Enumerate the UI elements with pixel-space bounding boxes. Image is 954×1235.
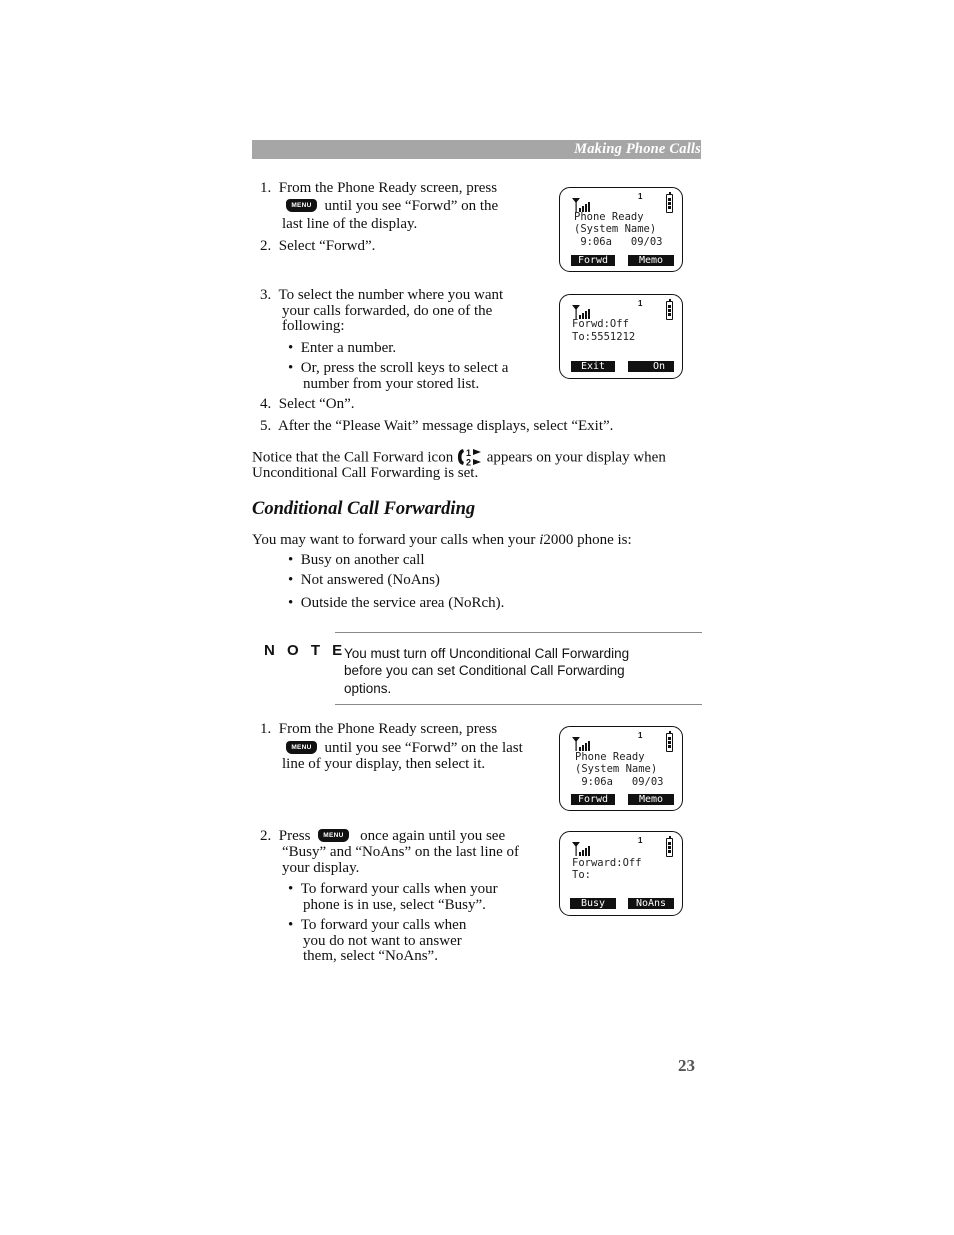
step-4 xyxy=(260,396,355,412)
phone-screen-conditional-forward xyxy=(559,831,683,916)
bullet-item: • Not answered (NoAns) xyxy=(288,572,440,588)
lcd-line-1: Phone Ready xyxy=(575,751,645,763)
menu-key-icon: MENU xyxy=(318,829,349,842)
note-line-2: before you can set Conditional Call Forwarding xyxy=(344,663,625,678)
bullet-text: Enter a number. xyxy=(300,340,397,356)
note-rule-bottom xyxy=(335,704,702,705)
running-header-title: Making Phone Calls xyxy=(574,141,701,157)
page-number: 23 xyxy=(678,1056,695,1075)
lcd-line-1: Forward:Off xyxy=(572,857,642,869)
notice-text: Notice that the Call Forward icon xyxy=(252,449,454,466)
step-text: Select “Forwd”. xyxy=(278,238,376,254)
step-text: once again until you see xyxy=(360,828,506,844)
step-b-1-line-2 xyxy=(286,740,523,756)
lcd-line-2: (System Name) xyxy=(574,223,657,235)
step-3-line-3: following: xyxy=(282,318,345,334)
line-indicator: 1 xyxy=(638,731,643,740)
step-text: To select the number where you want xyxy=(278,287,504,303)
bullet-text: Not answered (NoAns) xyxy=(300,572,440,588)
bullet-text-line-2: you do not want to answer xyxy=(303,933,462,949)
bullet-item: • Enter a number. xyxy=(288,340,397,356)
lcd-line-2: To: xyxy=(572,869,591,881)
signal-strength-icon xyxy=(572,305,594,319)
step-1-line-3: last line of the display. xyxy=(282,216,418,232)
intro-text: 2000 phone is: xyxy=(543,532,632,548)
softkey-right-label: On xyxy=(652,361,665,372)
step-b-2-line-2: “Busy” and “NoAns” on the last line of xyxy=(282,844,520,860)
softkey-right[interactable]: NoAns xyxy=(628,898,674,909)
softkey-right[interactable]: Memo xyxy=(628,794,674,805)
battery-icon xyxy=(666,733,673,752)
notice-line-2: Unconditional Call Forwarding is set. xyxy=(252,465,479,481)
bullet-text-line-3: them, select “NoAns”. xyxy=(303,948,438,964)
battery-icon xyxy=(666,194,673,213)
step-text: until you see “Forwd” on the xyxy=(324,198,499,214)
bullet-item: • Or, press the scroll keys to select a xyxy=(288,360,509,376)
svg-text:1: 1 xyxy=(465,448,471,458)
softkey-left[interactable]: Exit xyxy=(571,361,615,372)
step-text: Select “On”. xyxy=(278,396,355,412)
step-3 xyxy=(260,287,503,303)
step-b-1 xyxy=(260,721,497,737)
lcd-line-1: Phone Ready xyxy=(574,211,644,223)
lcd-line-2: (System Name) xyxy=(575,763,658,775)
lcd-line-1: Forwd:Off xyxy=(572,318,629,330)
bullet-item: • To forward your calls when xyxy=(288,917,467,933)
running-header xyxy=(252,140,701,159)
step-number: 5. xyxy=(260,418,272,434)
bullet-text: To forward your calls when xyxy=(300,917,467,933)
note-line-3: options. xyxy=(344,681,392,696)
step-b-2-line-3: your display. xyxy=(282,860,360,876)
step-b-2 xyxy=(260,828,505,844)
note-line-1: You must turn off Unconditional Call Forwarding xyxy=(344,646,630,661)
bullet-text-line-2: phone is in use, select “Busy”. xyxy=(303,897,486,913)
step-number: 3. xyxy=(260,287,272,303)
battery-icon xyxy=(666,301,673,320)
intro-italic: i xyxy=(539,532,544,548)
bullet-item: • Busy on another call xyxy=(288,552,425,568)
softkey-right[interactable] xyxy=(628,361,674,372)
step-2 xyxy=(260,238,375,254)
line-indicator: 1 xyxy=(638,836,643,845)
line-indicator: 1 xyxy=(638,299,643,308)
note-label: N O T E xyxy=(264,642,347,659)
softkey-right[interactable]: Memo xyxy=(628,255,674,266)
lcd-line-2: To:5551212 xyxy=(572,331,636,343)
step-3-line-2: your calls forwarded, do one of the xyxy=(282,303,493,319)
step-text: From the Phone Ready screen, press xyxy=(278,180,498,196)
step-text: After the “Please Wait” message displays, select “Exit”. xyxy=(277,418,614,434)
menu-key-icon: MENU xyxy=(286,199,317,212)
bullet-text-line-2: number from your stored list. xyxy=(303,376,480,392)
svg-text:2: 2 xyxy=(465,457,471,467)
line-indicator: 1 xyxy=(638,192,643,201)
notice-text: appears on your display when xyxy=(486,449,666,466)
intro-text: You may want to forward your calls when your xyxy=(252,532,540,548)
signal-strength-icon xyxy=(572,737,594,751)
bullet-text: To forward your calls when your xyxy=(300,881,498,897)
signal-strength-icon xyxy=(572,198,594,212)
step-number: 4. xyxy=(260,396,272,412)
step-text: Press xyxy=(278,828,311,844)
lcd-line-3: 9:06a 09/03 xyxy=(575,776,664,788)
softkey-left[interactable]: Forwd xyxy=(571,794,615,805)
battery-icon xyxy=(666,838,673,857)
step-1 xyxy=(260,180,497,196)
step-text: until you see “Forwd” on the last xyxy=(324,740,523,756)
bullet-item: • Outside the service area (NoRch). xyxy=(288,595,505,611)
section-heading: Conditional Call Forwarding xyxy=(252,499,476,519)
step-b-1-line-3: line of your display, then select it. xyxy=(282,756,486,772)
step-number: 2. xyxy=(260,238,272,254)
signal-strength-icon xyxy=(572,842,594,856)
note-rule-top xyxy=(335,632,702,633)
call-forward-icon xyxy=(457,447,483,465)
menu-key-icon: MENU xyxy=(286,741,317,754)
bullet-text: Busy on another call xyxy=(300,552,425,568)
phone-screen-forward-off xyxy=(559,294,683,379)
bullet-item: • To forward your calls when your xyxy=(288,881,498,897)
lcd-line-3: 9:06a 09/03 xyxy=(574,236,663,248)
step-number: 1. xyxy=(260,721,272,737)
step-5 xyxy=(260,418,613,434)
phone-screen-phone-ready-2 xyxy=(559,726,683,811)
step-1-line-2 xyxy=(286,198,498,214)
step-text: From the Phone Ready screen, press xyxy=(278,721,498,737)
softkey-left[interactable]: Forwd xyxy=(571,255,615,266)
bullet-text: Outside the service area (NoRch). xyxy=(300,595,505,611)
step-number: 1. xyxy=(260,180,272,196)
bullet-text: Or, press the scroll keys to select a xyxy=(300,360,509,376)
phone-screen-phone-ready xyxy=(559,187,683,272)
section-intro xyxy=(252,532,632,548)
step-number: 2. xyxy=(260,828,272,844)
softkey-left[interactable]: Busy xyxy=(570,898,616,909)
